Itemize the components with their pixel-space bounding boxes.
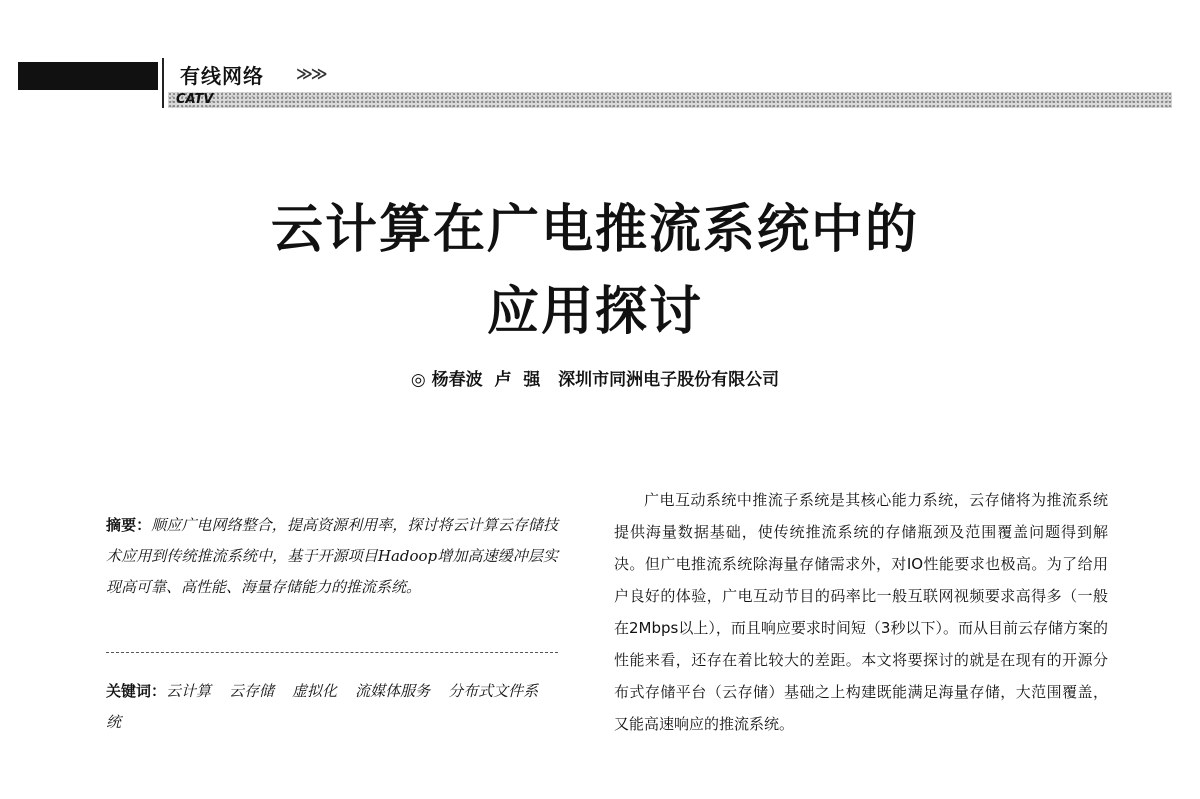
keyword: 云存储	[229, 682, 275, 700]
header-divider	[162, 58, 164, 108]
header-dotted-band	[168, 92, 1172, 108]
header-tag: CATV	[176, 92, 214, 107]
keywords-label: 关键词：	[106, 682, 167, 700]
abstract-text: 顺应广电网络整合，提高资源利用率，探讨将云计算云存储技术应用到传统推流系统中，基于开源项目Hadoop增加高速缓冲层实现高可靠、高性能、海量存储能力的推流系统。	[106, 516, 558, 596]
keyword: 云计算	[166, 682, 212, 700]
article-title-line-1: 云计算在广电推流系统中的	[270, 200, 919, 260]
author-byline: ◎ 杨春波 卢 强 深圳市同洲电子股份有限公司	[410, 370, 780, 390]
header-black-bar	[18, 62, 158, 90]
keyword: 虚拟化	[292, 682, 338, 700]
keyword: 分布式文件系统	[106, 682, 539, 731]
abstract-label: 摘要：	[106, 516, 152, 534]
article-title-line-2: 应用探讨	[486, 282, 703, 342]
chevron-right-icon: ≫≫	[296, 64, 326, 83]
dotted-divider	[106, 652, 558, 653]
body-paragraph: 广电互动系统中推流子系统是其核心能力系统，云存储将为推流系统提供海量数据基础，使传统推流系统的存储瓶颈及范围覆盖问题得到解决。但广电推流系统除海量存储需求外，对IO性能要求也极高。为了给用户良好的体验，广电互动节目的码率比一般互联网视频要求高得多（一般在2Mbps以上），而且响应要求时间短（3秒以下）。而从目前云存储方案的性能来看，还存在着比较大的差距。本文将要探讨的就是在现有的开源分布式存储平台（云存储）基础之上构建既能满足海量存储，大范围覆盖，又能高速响应的推流系统。	[614, 491, 1108, 733]
keywords	[106, 676, 558, 738]
section-label: 有线网络	[180, 64, 264, 88]
abstract	[106, 510, 558, 603]
keyword: 流媒体服务	[355, 682, 431, 700]
